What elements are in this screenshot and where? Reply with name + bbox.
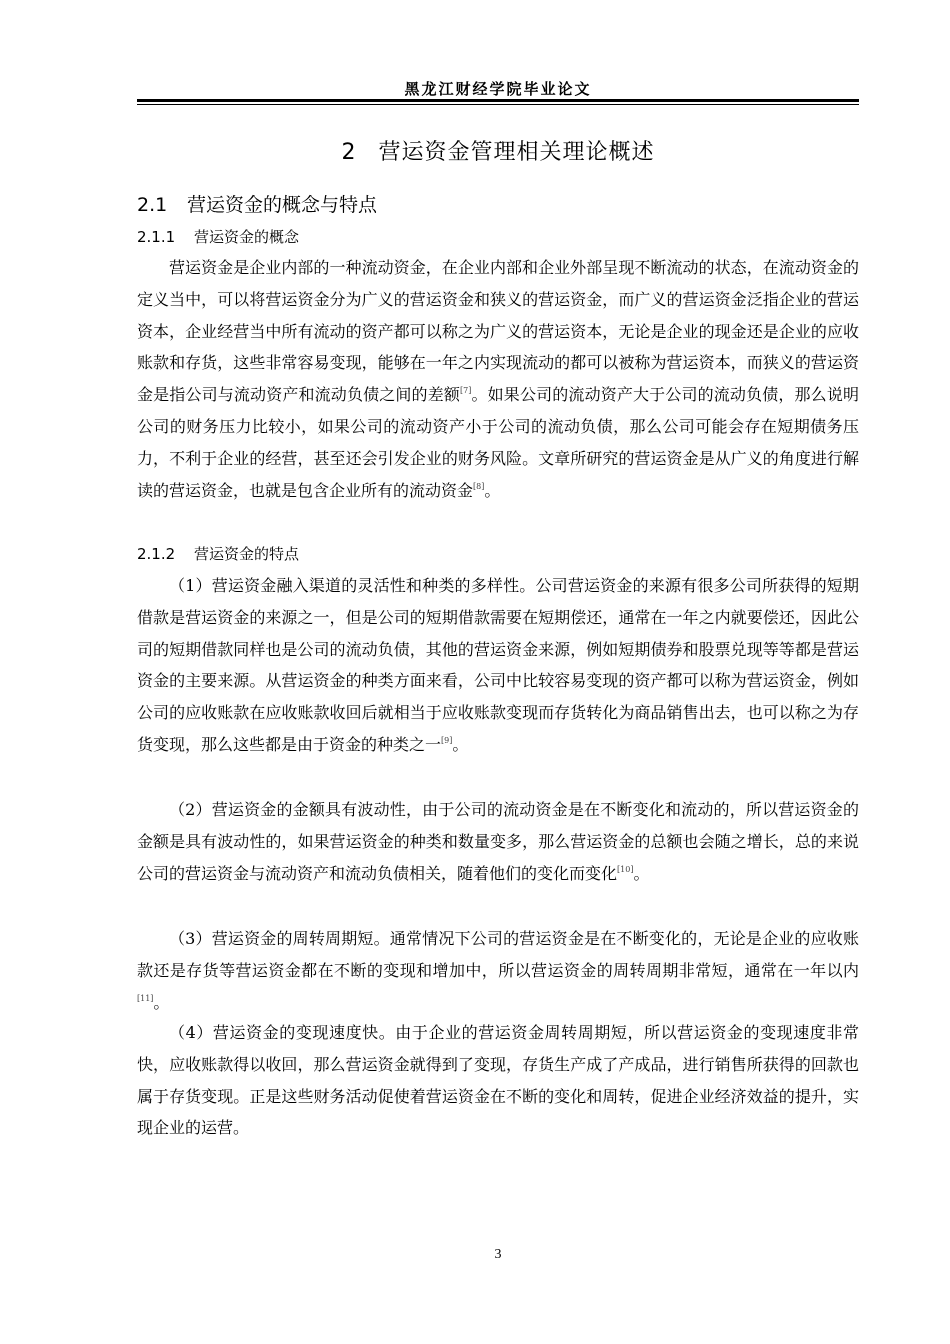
paragraph-feature-1 — [137, 570, 859, 761]
paragraph-text: （3）营运资金的周转周期短。通常情况下公司的营运资金是在不断变化的，无论是企业的应收账款还是存货等营运资金都在不断的变现和增加中，所以营运资金的周转周期非常短，通常在一年以内 — [137, 929, 859, 980]
section-heading-2-1-2 — [137, 543, 299, 564]
section-number: 2.1.1 — [137, 228, 176, 246]
running-header: 黑龙江财经学院毕业论文 — [404, 80, 592, 98]
paragraph-text: （2）营运资金的金额具有波动性，由于公司的流动资金是在不断变化和流动的，所以营运资金的金额是具有波动性的，如果营运资金的种类和数量变多，那么营运资金的总额也会随之增长，总的来说公司的营运资金与流动资产和流动负债相关，随着他们的变化而变化 — [137, 800, 859, 883]
chapter-number: 2 — [341, 140, 357, 165]
citation-ref: [9] — [441, 735, 453, 745]
section-title: 营运资金的概念与特点 — [187, 194, 378, 216]
paragraph-text: （1）营运资金融入渠道的灵活性和种类的多样性。公司营运资金的来源有很多公司所获得的短期借款是营运资金的来源之一，但是公司的短期借款需要在短期偿还，通常在一年之内就要偿还，因此公司的短期借款同样也是公司的流动负债，其他的营运资金来源，例如短期债券和股票兑现等等都是营运资金的主要来源。从营运资金的种类方面来看，公司中比较容易变现的资产都可以称为营运资金，例如公司的应收账款在应收账款收回后就相当于应收账款变现而存货转化为商品销售出去，也可以称之为存货变现，那么这些都是由于资金的种类之一 — [137, 576, 859, 754]
section-number: 2.1.2 — [137, 545, 176, 563]
chapter-title-text: 营运资金管理相关理论概述 — [378, 140, 655, 165]
paragraph-end: 。 — [153, 992, 170, 1012]
paragraph-text: 。 — [484, 480, 501, 500]
section-heading-2-1-1 — [137, 226, 299, 247]
paragraph-text: 营运资金是企业内部的一种流动资金，在企业内部和企业外部呈现不断流动的状态，在流动资金的定义当中，可以将营运资金分为广义的营运资金和狭义的营运资金，而广义的营运资金泛指企业的营运资本，企业经营当中所有流动的资产都可以称之为广义的营运资本，无论是企业的现金还是企业的应收账款和存货，这些非常容易变现，能够在一年之内实现流动的都可以被称为营运资本，而狭义的营运资金是指公司与流动资产和流动负债之间的差额 — [137, 258, 859, 405]
citation-ref: [7] — [460, 386, 472, 396]
paragraph-feature-3 — [137, 923, 859, 1018]
page-number: 3 — [494, 1247, 502, 1262]
paragraph-text: 。如果公司的流动资产大于公司的流动负债，那么说明公司的财务压力比较小，如果公司的流动资产小于公司的流动负债，那么公司可能会存在短期债务压力，不利于企业的经营，甚至还会引发企业的财务风险。文章所研究的营运资金是从广义的角度进行解读的营运资金，也就是包含企业所有的流动资金 — [137, 385, 859, 500]
paragraph-feature-4: （4）营运资金的变现速度快。由于企业的营运资金周转周期短，所以营运资金的变现速度非常快，应收账款得以收回，那么营运资金就得到了变现，存货生产成了产成品，进行销售所获得的回款也属于存货变现。正是这些财务活动促使着营运资金在不断的变化和周转，促进企业经济效益的提升，实现企业的运营。 — [137, 1023, 859, 1138]
citation-ref: [10] — [617, 864, 634, 874]
section-number: 2.1 — [137, 194, 168, 216]
chapter-title — [137, 135, 859, 166]
paragraph-end: 。 — [452, 734, 469, 754]
section-heading-2-1 — [137, 190, 377, 217]
section-title: 营运资金的概念 — [194, 228, 300, 246]
section-title: 营运资金的特点 — [194, 545, 300, 563]
citation-ref: [8] — [473, 481, 485, 491]
header-rule-thick — [137, 99, 859, 102]
header-rule-thin — [137, 104, 859, 105]
paragraph-concept — [137, 252, 859, 506]
citation-ref: [11] — [137, 993, 154, 1003]
paragraph-end: 。 — [633, 863, 650, 883]
paragraph-feature-2 — [137, 794, 859, 889]
